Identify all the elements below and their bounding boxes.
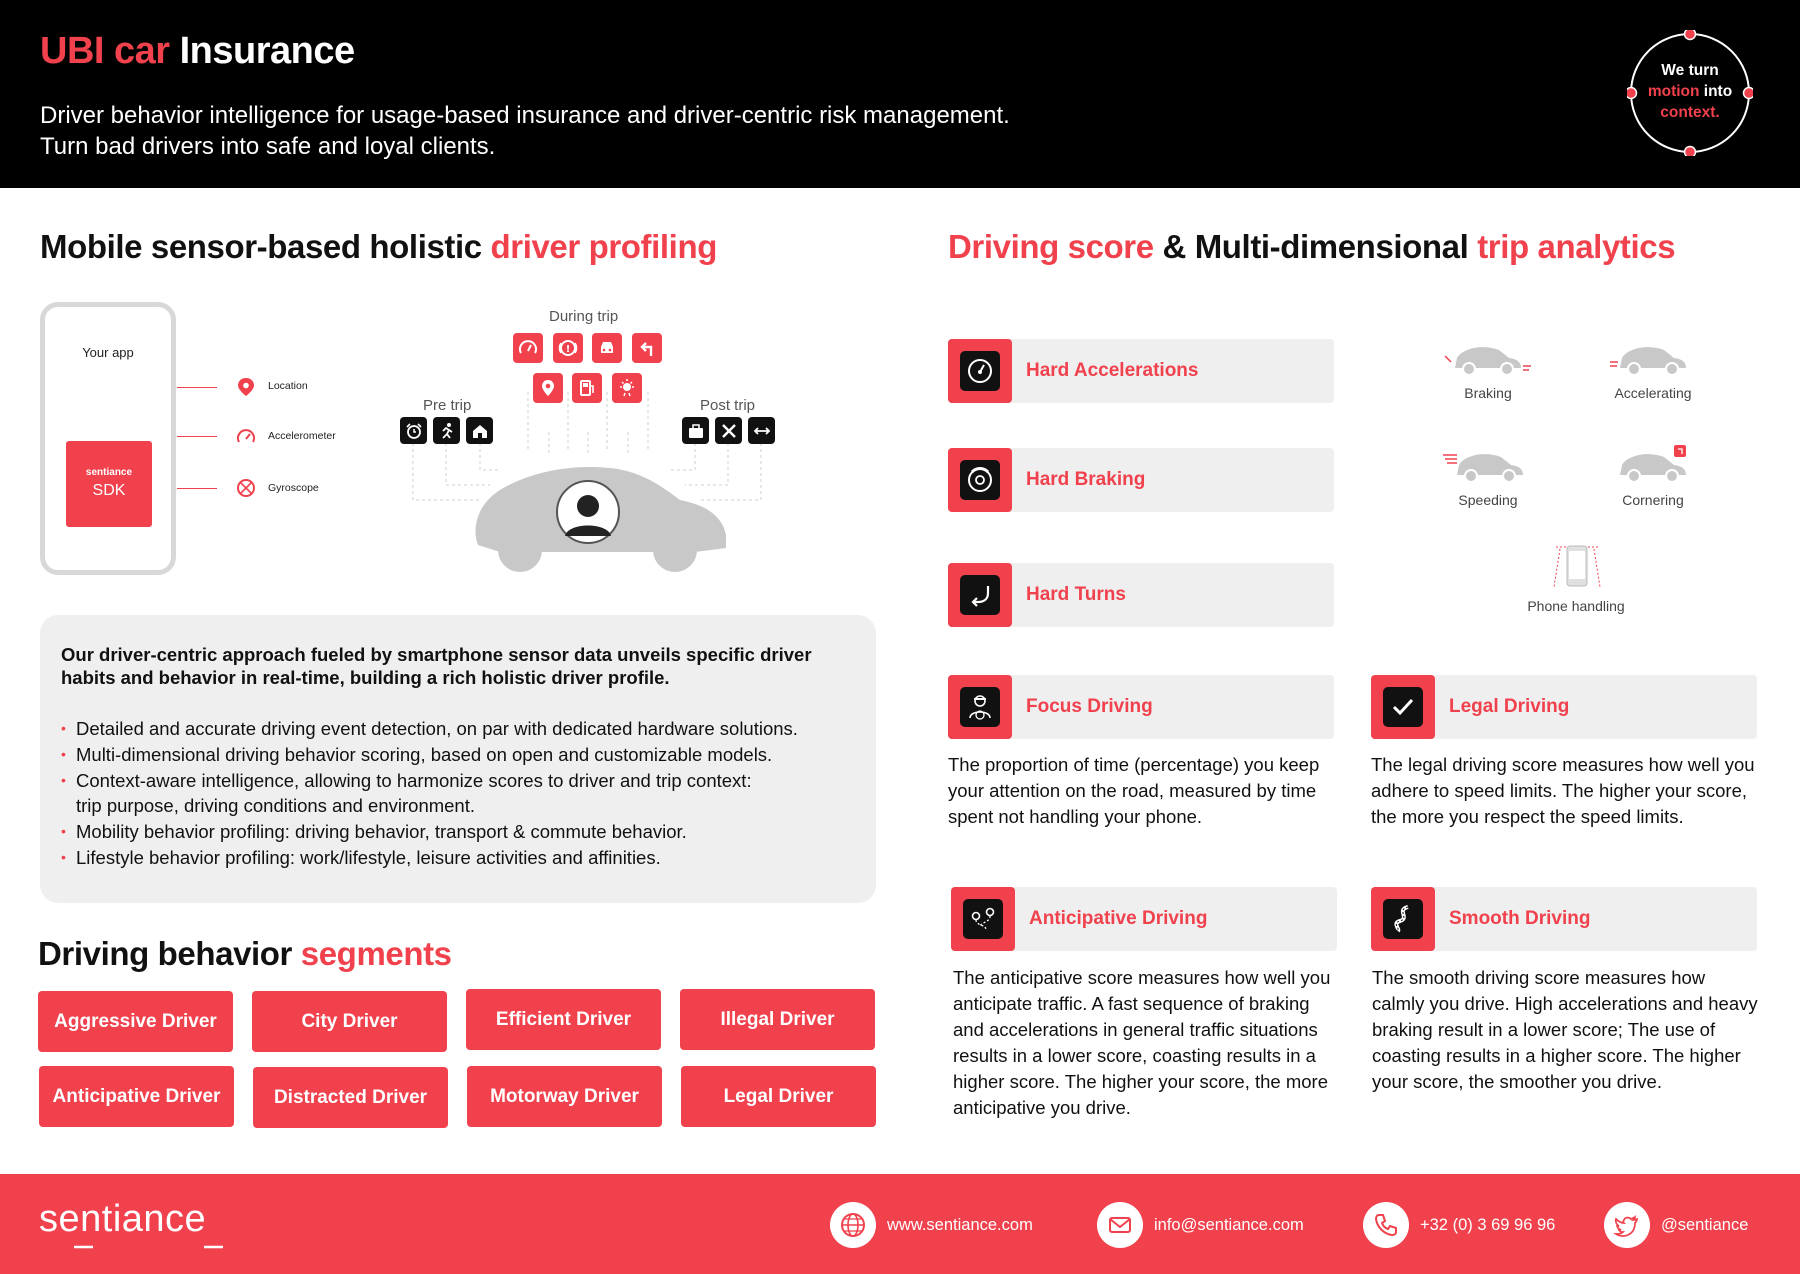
sensor-gyroscope: Gyroscope — [268, 482, 319, 494]
list-item-continuation: trip purpose, driving conditions and environment. — [76, 795, 476, 817]
location-icon — [533, 373, 563, 403]
turn-arrow-icon — [960, 575, 1000, 615]
smooth-driving-description: The smooth driving score measures how calmly you drive. High accelerations and heavy braking result in a lower score; The use of coasting results in a higher score. The higher your score, the smoother you drive. — [1372, 967, 1758, 1092]
list-item: • Context-aware intelligence, allowing to harmonize scores to driver and trip context: — [61, 768, 861, 794]
segment-city-driver[interactable]: City Driver — [252, 991, 447, 1052]
car-braking: Braking — [1433, 340, 1543, 401]
segment-illegal-driver[interactable]: Illegal Driver — [680, 989, 875, 1050]
approach-bullets — [61, 716, 861, 871]
logo-underline-icon — [41, 1244, 226, 1250]
sentiance-logo: sentiance — [39, 1198, 207, 1240]
footer-website[interactable]: www.sentiance.com — [830, 1202, 1033, 1248]
home-icon — [466, 417, 493, 444]
sensor-location: Location — [268, 380, 308, 392]
svg-text:!: ! — [565, 344, 571, 355]
envelope-icon — [1097, 1202, 1143, 1248]
speedometer-icon — [960, 351, 1000, 391]
connector-line — [177, 436, 217, 437]
turn-left-icon — [632, 333, 662, 363]
segment-legal-driver[interactable]: Legal Driver — [681, 1066, 876, 1127]
brake-icon — [553, 333, 583, 363]
sensor-accelerometer: Accelerometer — [268, 430, 336, 442]
running-icon — [433, 417, 460, 444]
driver-icon — [960, 687, 1000, 727]
profiling-heading: Mobile sensor-based holistic driver profiling — [40, 228, 717, 265]
briefcase-icon — [682, 417, 709, 444]
phone-app-label: Your app — [82, 345, 134, 360]
score-smooth-driving: Smooth Driving — [1371, 887, 1757, 951]
car-cornering-icon — [1608, 445, 1698, 487]
brake-disc-icon — [960, 460, 1000, 500]
list-item: • Multi-dimensional driving behavior scoring, based on open and customizable models. — [61, 742, 861, 768]
score-anticipative-driving: Anticipative Driving — [951, 887, 1337, 951]
connector-line — [177, 488, 217, 489]
event-hard-braking: Hard Braking — [948, 448, 1334, 512]
footer — [0, 1174, 1800, 1274]
header-banner — [0, 0, 1800, 188]
list-item: • Detailed and accurate driving event detection, on par with dedicated hardware solutions. — [61, 716, 861, 742]
scoring-heading: Driving score & Multi-dimensional trip analytics — [948, 228, 1676, 265]
car-accelerating: Accelerating — [1598, 340, 1708, 401]
car-speeding-icon — [1443, 447, 1533, 487]
arrows-icon — [748, 417, 775, 444]
globe-icon — [830, 1202, 876, 1248]
segment-aggressive-driver[interactable]: Aggressive Driver — [38, 991, 233, 1052]
connector-line — [177, 387, 217, 388]
event-hard-turns: Hard Turns — [948, 563, 1334, 627]
gyroscope-icon — [236, 478, 256, 498]
route-pins-icon — [963, 899, 1003, 939]
phone-icon — [1363, 1202, 1409, 1248]
segment-distracted-driver[interactable]: Distracted Driver — [253, 1067, 448, 1128]
phone-illustration — [40, 302, 176, 575]
score-legal-driving: Legal Driving — [1371, 675, 1757, 739]
list-item: • Mobility behavior profiling: driving behavior, transport & commute behavior. — [61, 819, 861, 845]
car-braking-icon — [1443, 340, 1533, 380]
legal-driving-description: The legal driving score measures how well you adhere to speed limits. The higher your score, the more you respect the speed limits. — [1371, 754, 1755, 827]
footer-phone[interactable]: +32 (0) 3 69 96 96 — [1363, 1202, 1555, 1248]
approach-lead: Our driver-centric approach fueled by smartphone sensor data unveils specific driver habits and behavior in real-time, building a rich holistic driver profile. — [61, 644, 812, 688]
winding-road-icon — [1383, 899, 1423, 939]
page-subtitle: Driver behavior intelligence for usage-based insurance and driver-centric risk management. Turn bad drivers into safe and loyal clients. — [40, 102, 1010, 160]
list-item: • Lifestyle behavior profiling: work/lifestyle, leisure activities and affinities. — [61, 845, 861, 871]
post-trip-label: Post trip — [700, 397, 756, 414]
location-pin-icon — [237, 377, 255, 397]
event-hard-accelerations: Hard Accelerations — [948, 339, 1334, 403]
badge-text: We turn motion into context. — [1647, 62, 1733, 121]
motion-context-badge — [1627, 30, 1753, 156]
footer-email[interactable]: info@sentiance.com — [1097, 1202, 1304, 1248]
focus-driving-description: The proportion of time (percentage) you keep your attention on the road, measured by time spent not handling your phone. — [948, 754, 1320, 827]
car-front-icon — [592, 333, 622, 363]
speedometer-icon — [513, 333, 543, 363]
gauge-icon — [236, 427, 256, 447]
car-silhouette-icon — [470, 460, 730, 572]
pre-trip-label: Pre trip — [423, 397, 472, 414]
page-title: UBI car Insurance — [40, 30, 355, 72]
segments-heading: Driving behavior segments — [38, 935, 452, 972]
segment-efficient-driver[interactable]: Efficient Driver — [466, 989, 661, 1050]
car-speeding: Speeding — [1433, 447, 1543, 508]
car-accelerating-icon — [1608, 340, 1698, 380]
sdk-block: sentiance SDK — [66, 441, 152, 527]
weather-icon — [612, 373, 642, 403]
segment-anticipative-driver[interactable]: Anticipative Driver — [39, 1066, 234, 1127]
twitter-icon — [1604, 1202, 1650, 1248]
phone-handling-icon — [1546, 543, 1606, 595]
footer-twitter[interactable]: @sentiance — [1604, 1202, 1748, 1248]
checkmark-icon — [1383, 687, 1423, 727]
approach-panel — [40, 615, 876, 903]
alarm-clock-icon — [400, 417, 427, 444]
tools-icon — [715, 417, 742, 444]
score-focus-driving: Focus Driving — [948, 675, 1334, 739]
during-trip-label: During trip — [549, 308, 619, 325]
car-cornering: Cornering — [1598, 445, 1708, 508]
anticipative-driving-description: The anticipative score measures how well you anticipate traffic. A fast sequence of braking and accelerations in general traffic situations results in a lower score, coasting results in a higher score. The higher your score, the more anticipative you drive. — [953, 967, 1331, 1118]
segment-motorway-driver[interactable]: Motorway Driver — [467, 1066, 662, 1127]
phone-handling: Phone handling — [1520, 543, 1632, 614]
fuel-icon — [572, 373, 602, 403]
